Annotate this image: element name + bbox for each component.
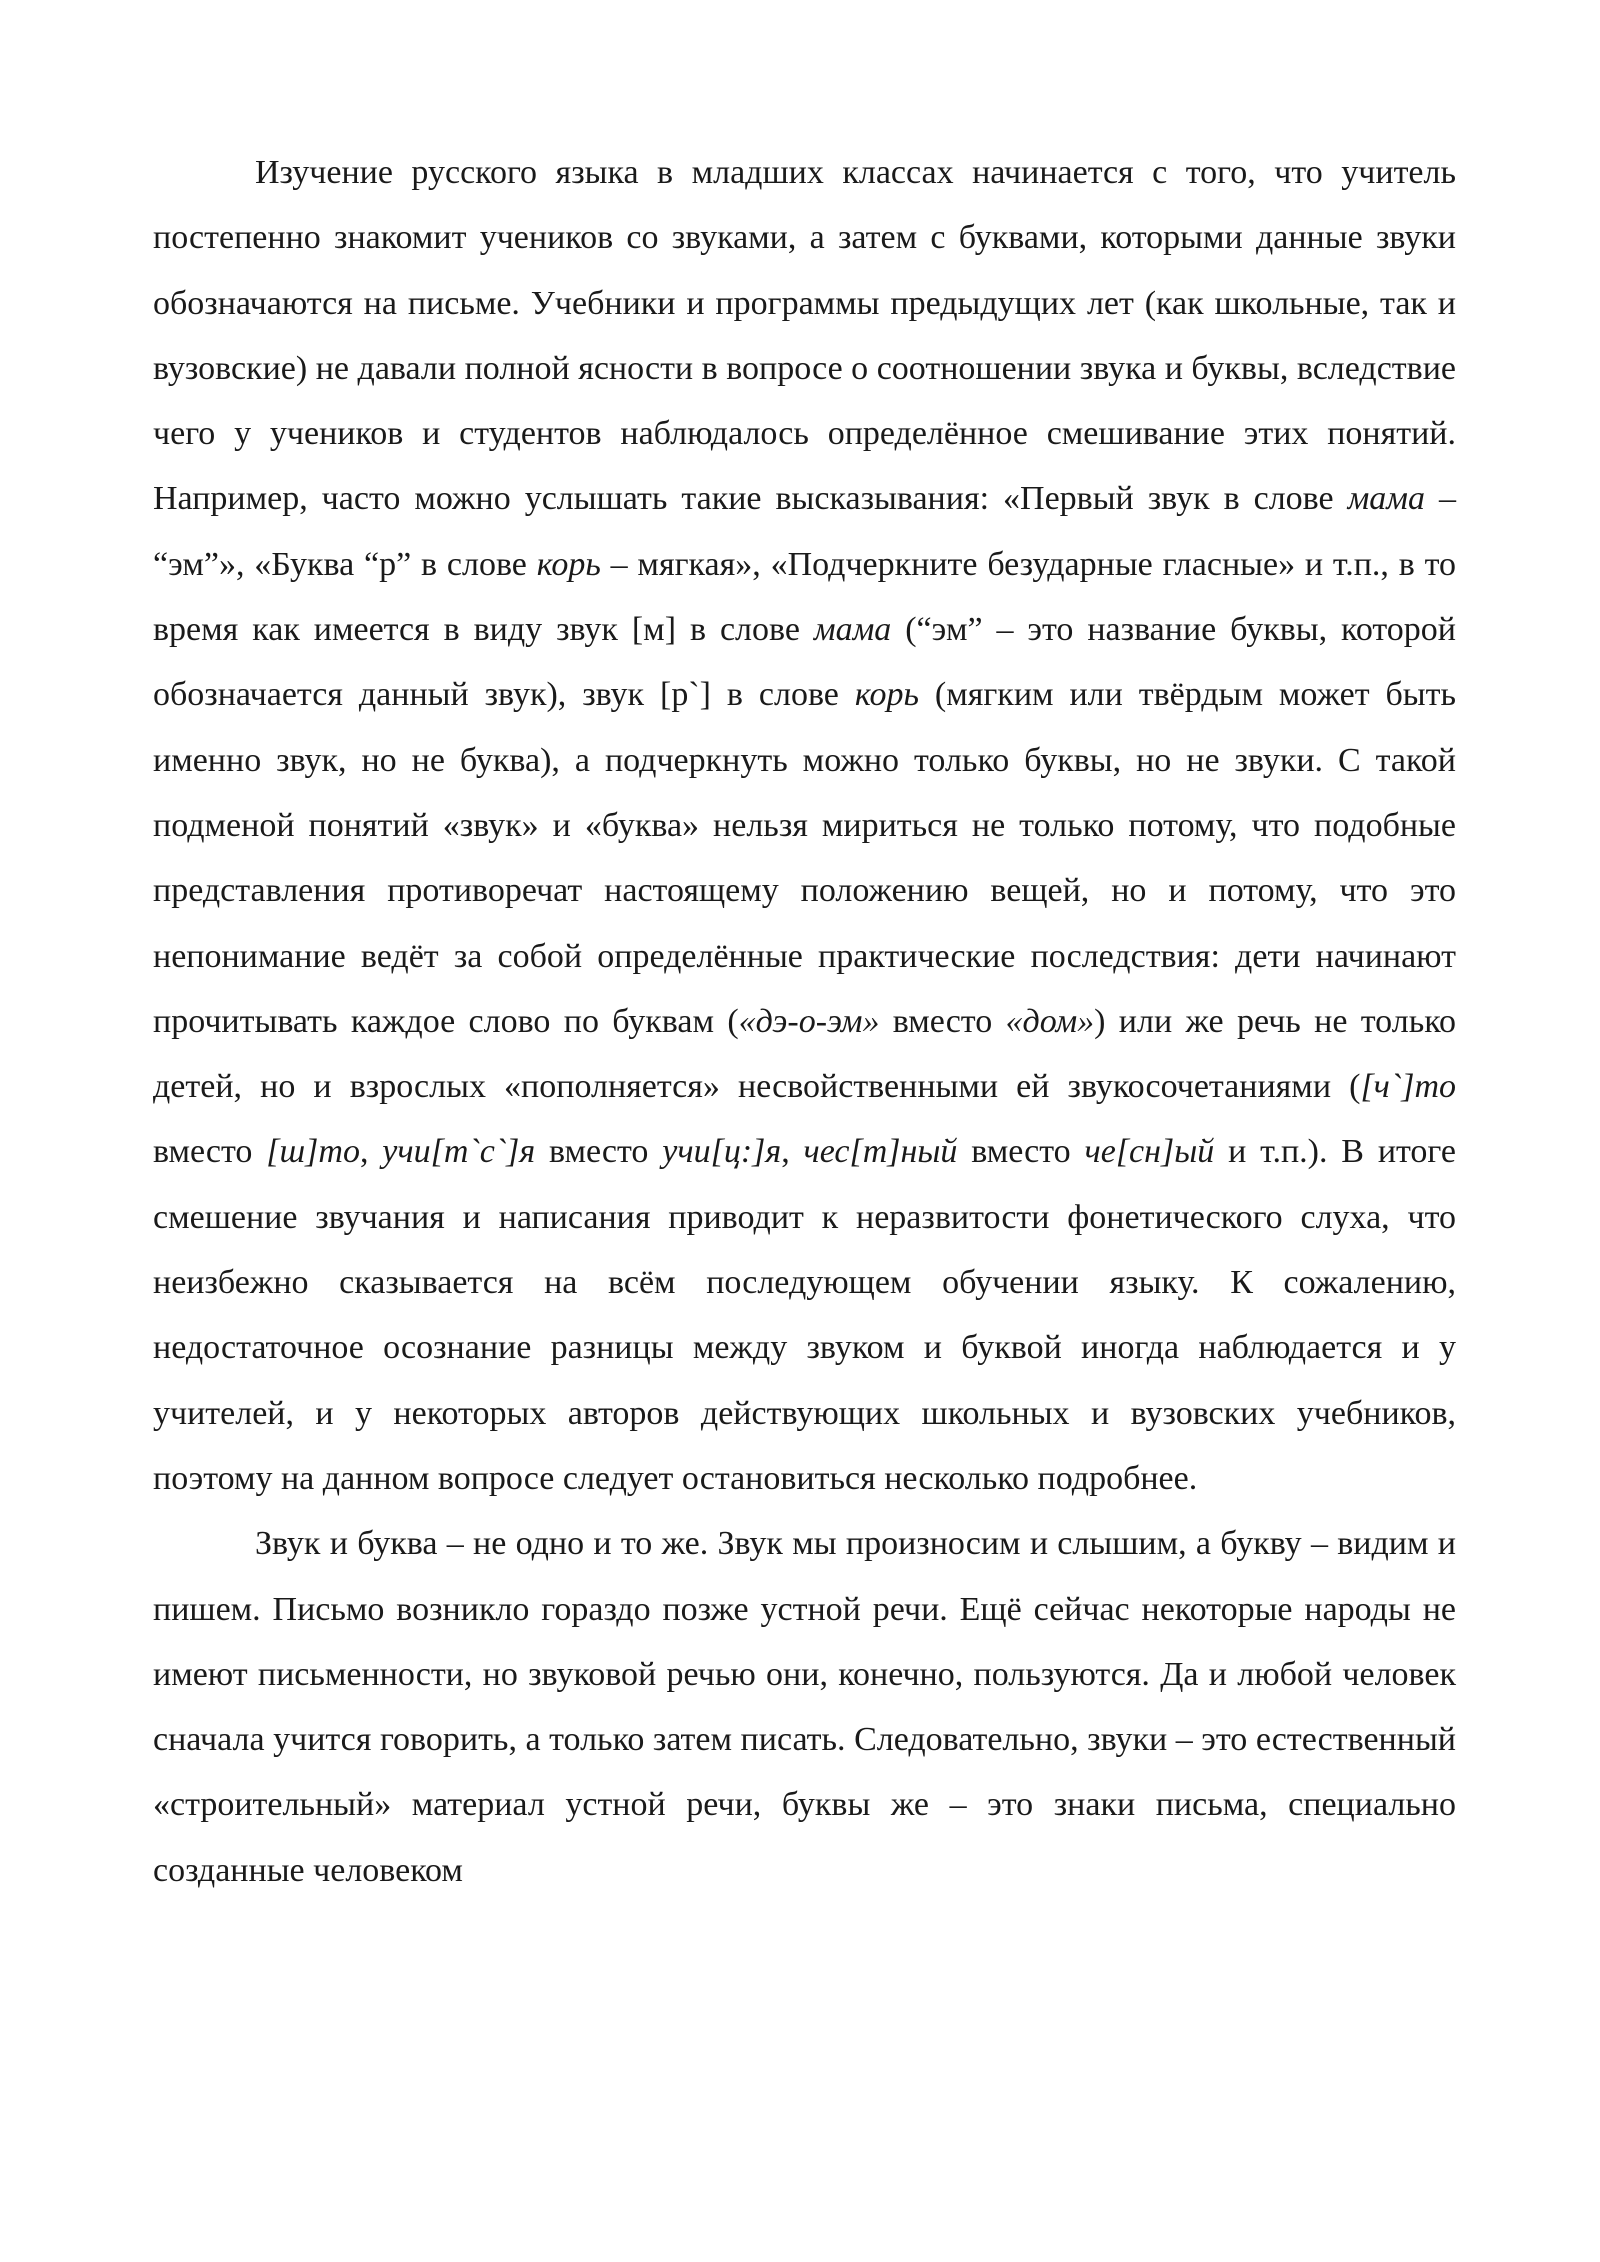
italic-word: мама bbox=[813, 611, 892, 649]
text-run: вместо bbox=[879, 1002, 1006, 1040]
document-body bbox=[153, 140, 1456, 1903]
italic-word: че[сн]ый bbox=[1084, 1133, 1215, 1171]
text-run: Звук и буква – не одно и то же. Звук мы произносим и слышим, а букву – видим и пишем. Письмо возникло гораздо позже устной речи. Ещё сейчас некоторые народы не имеют письменности, но звуковой речью они, конечно, пользуются. Да и любой человек сначала учится говорить, а только затем писать. Следовательно, звуки – это естественный «строительный» материал устной речи, буквы же – это знаки письма, специально созданные человеком bbox=[153, 1525, 1456, 1889]
text-run: , bbox=[781, 1133, 804, 1171]
text-run: вместо bbox=[153, 1133, 267, 1171]
text-run: Изучение русского языка в младших классах начинается с того, что учитель постепенно знакомит учеников со звуками, а затем с буквами, которыми данные звуки обозначаются на письме. Учебники и программы предыдущих лет (как школьные, так и вузовские) не давали полной ясности в вопросе о соотношении звука и буквы, вследствие чего у учеников и студентов наблюдалось определённое смешивание этих понятий. Например, часто можно услышать такие высказывания: «Первый звук в слове bbox=[153, 154, 1456, 518]
italic-word: учи[т`с`]я bbox=[382, 1133, 536, 1171]
paragraph-1 bbox=[153, 140, 1456, 1511]
text-run: , bbox=[359, 1133, 383, 1171]
italic-word: «дом» bbox=[1005, 1002, 1095, 1040]
italic-word: чес[т]ный bbox=[803, 1133, 958, 1171]
text-run: вместо bbox=[535, 1133, 663, 1171]
italic-word: учи[ц:]я bbox=[662, 1133, 782, 1171]
italic-word: мама bbox=[1347, 480, 1426, 518]
italic-word: [ч`]то bbox=[1360, 1068, 1456, 1106]
text-run: вместо bbox=[957, 1133, 1085, 1171]
text-run: (“эм” – это название буквы, которой обозначается данный звук), звук [р`] в слове bbox=[153, 611, 1456, 714]
text-run: (мягким или твёрдым может быть именно звук, но не буква), а подчеркнуть можно только буквы, но не звуки. С такой подменой понятий «звук» и «буква» нельзя мириться не только потому, что подобные представления противоречат настоящему положению вещей, но и потому, что это непонимание ведёт за собой определённые практические последствия: дети начинают прочитывать каждое слово по буквам ( bbox=[153, 676, 1457, 1040]
text-run: – “эм”», «Буква “р” в слове bbox=[153, 480, 1457, 583]
italic-word: корь bbox=[854, 676, 919, 714]
italic-word: корь bbox=[536, 545, 601, 583]
italic-word: [ш]то bbox=[266, 1133, 360, 1171]
text-run: и т.п.). В итоге смешение звучания и написания приводит к неразвитости фонетического слуха, что неизбежно сказывается на всём последующем обучении языку. К сожалению, недостаточное осознание разницы между звуком и буквой иногда наблюдается и у учителей, и у некоторых авторов действующих школьных и вузовских учебников, поэтому на данном вопросе следует остановиться несколько подробнее. bbox=[153, 1133, 1457, 1497]
text-run: – мягкая», «Подчеркните безударные гласные» и т.п., в то время как имеется в виду звук [м] в слове bbox=[153, 545, 1456, 649]
paragraph-2 bbox=[153, 1511, 1456, 1903]
text-run: ) или же речь не только детей, но и взрослых «пополняется» несвойственными ей звукосочетаниями ( bbox=[153, 1002, 1456, 1106]
italic-word: «дэ-о-эм» bbox=[738, 1002, 880, 1040]
